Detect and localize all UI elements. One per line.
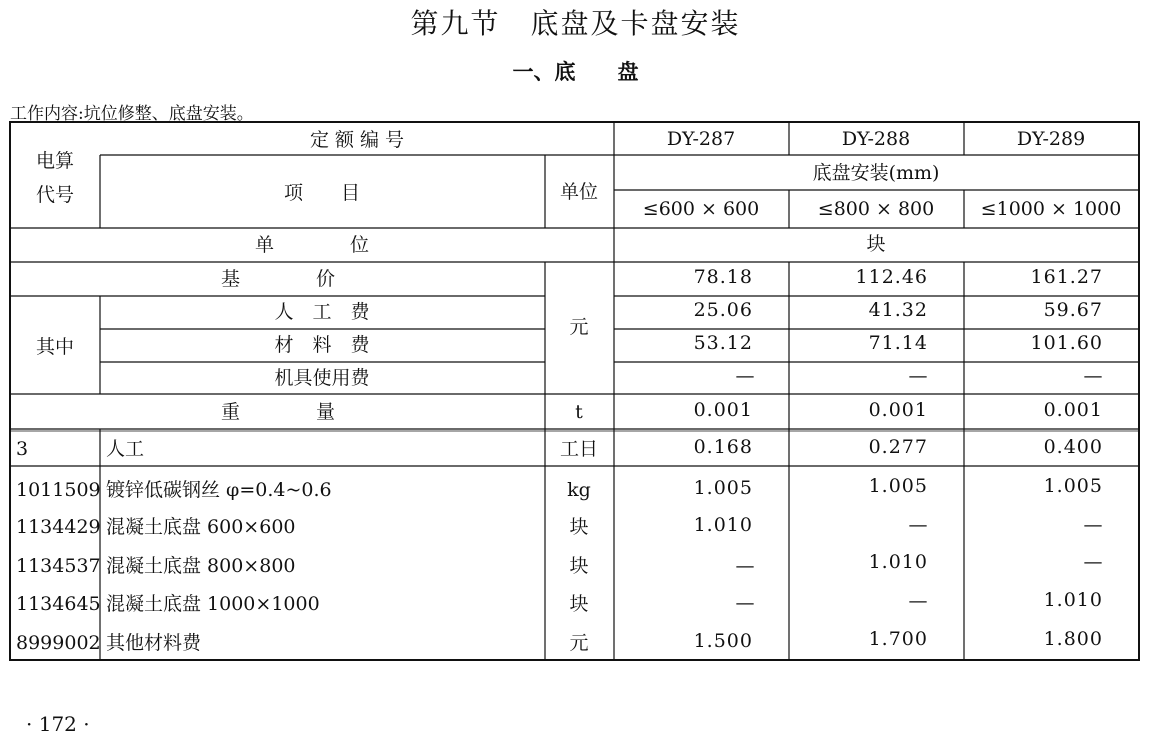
detail-value: —	[908, 590, 928, 612]
detail-value: 1.005	[693, 477, 753, 499]
detail-unit: 块	[569, 555, 589, 577]
detail-name: 混凝土底盘 1000×1000	[106, 593, 320, 615]
yuan-unit: 元	[569, 316, 589, 338]
calc-code-header-2: 代号	[35, 184, 75, 206]
section-title: 第九节 底盘及卡盘安装	[410, 7, 741, 40]
detail-value: —	[908, 514, 928, 536]
machine-cost-2: —	[908, 365, 928, 387]
labor-cost-1: 25.06	[693, 299, 753, 321]
base-price-2: 112.46	[855, 266, 928, 288]
detail-value: —	[1083, 551, 1103, 573]
group-header: 底盘安装(mm)	[812, 162, 940, 184]
unit-row-value: 块	[866, 233, 886, 255]
base-price-3: 161.27	[1030, 266, 1103, 288]
labor-cost-3: 59.67	[1043, 299, 1103, 321]
detail-value: 1.005	[868, 475, 928, 497]
weight-label: 重 量	[220, 401, 336, 423]
weight-2: 0.001	[868, 399, 928, 421]
base-price-label: 基 价	[220, 268, 336, 290]
detail-value: 0.277	[868, 436, 928, 458]
quota-number-label: 定 额 编 号	[309, 129, 405, 151]
detail-code: 1011509	[16, 479, 101, 501]
detail-code: 1134645	[16, 593, 101, 615]
unit-row-label: 单 位	[254, 234, 370, 256]
unit-header: 单位	[559, 181, 599, 203]
quota-code-1: DY-287	[666, 128, 736, 150]
detail-value: 0.400	[1043, 436, 1103, 458]
weight-3: 0.001	[1043, 399, 1103, 421]
detail-value: —	[1083, 514, 1103, 536]
item-header: 项 目	[283, 182, 361, 204]
detail-unit: 元	[569, 632, 589, 654]
detail-value: 1.010	[693, 514, 753, 536]
detail-unit: 块	[569, 516, 589, 538]
detail-value: 1.010	[868, 551, 928, 573]
material-cost-3: 101.60	[1030, 332, 1103, 354]
machine-cost-1: —	[735, 365, 755, 387]
detail-code: 8999002	[16, 632, 101, 654]
of-which-label: 其中	[35, 336, 75, 358]
detail-unit: kg	[567, 479, 591, 501]
detail-unit: 工日	[559, 438, 599, 460]
material-cost-1: 53.12	[693, 332, 753, 354]
quota-code-3: DY-289	[1016, 128, 1086, 150]
detail-value: 0.168	[693, 436, 753, 458]
weight-unit: t	[575, 401, 583, 423]
calc-code-header-1: 电算	[35, 150, 75, 172]
detail-value: 1.800	[1043, 628, 1103, 650]
detail-name: 其他材料费	[106, 632, 202, 654]
labor-cost-label: 人 工 费	[274, 301, 370, 323]
spec-1: ≤600 × 600	[642, 198, 760, 220]
detail-value: 1.005	[1043, 475, 1103, 497]
subsection-title: 一、底 盘	[512, 60, 639, 84]
material-cost-2: 71.14	[868, 332, 928, 354]
labor-cost-2: 41.32	[868, 299, 928, 321]
spec-2: ≤800 × 800	[817, 198, 935, 220]
detail-value: —	[735, 592, 755, 614]
machine-cost-label: 机具使用费	[274, 367, 370, 389]
detail-name: 人工	[106, 438, 145, 460]
material-cost-label: 材 料 费	[274, 334, 370, 356]
detail-code: 3	[16, 438, 29, 460]
detail-name: 镀锌低碳钢丝 φ=0.4~0.6	[106, 479, 332, 501]
work-content: 工作内容:坑位修整、底盘安装。	[10, 104, 254, 124]
base-price-1: 78.18	[693, 266, 753, 288]
detail-name: 混凝土底盘 800×800	[106, 555, 296, 577]
machine-cost-3: —	[1083, 365, 1103, 387]
detail-value: 1.700	[868, 628, 928, 650]
detail-value: 1.500	[693, 630, 753, 652]
page-number: · 172 ·	[26, 712, 90, 736]
detail-name: 混凝土底盘 600×600	[106, 516, 296, 538]
detail-unit: 块	[569, 593, 589, 615]
spec-3: ≤1000 × 1000	[980, 198, 1122, 220]
quota-code-2: DY-288	[841, 128, 911, 150]
weight-1: 0.001	[693, 399, 753, 421]
detail-value: —	[735, 555, 755, 577]
detail-code: 1134537	[16, 555, 101, 577]
detail-value: 1.010	[1043, 589, 1103, 611]
detail-code: 1134429	[16, 516, 101, 538]
